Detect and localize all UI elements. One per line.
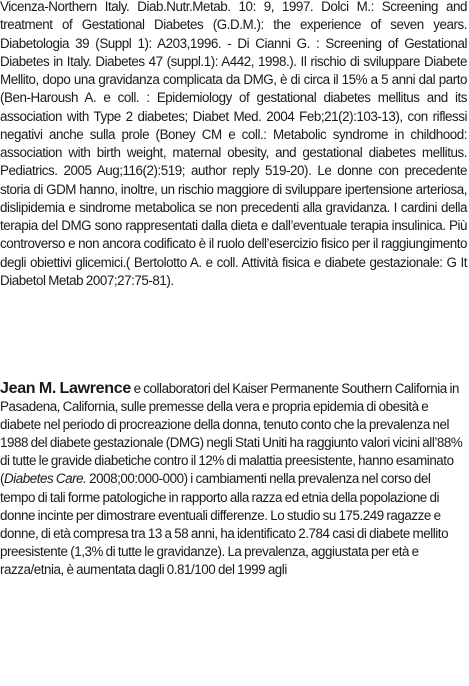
author-name: Jean M. Lawrence <box>0 380 131 397</box>
paragraph-text-part2: 2008;00:000-000) i cambiamenti nella prevalenza nel corso del tempo di tali forme patologiche in rapporto alla razza ed etnia della popolazione di donne incinte per dimostrare eventuali differenze. Lo studio su 175.249 ragazze e donne, di età compresa tra 13 a 58 anni, ha identificato 2.784 casi di diabete mellito preesistente (1,3% di tutte le gravidanze). La prevalenza, aggiustata per età e razza/etnia, è aumentata dagli 0.81/100 del 1999 agli <box>0 471 449 577</box>
paragraph-text-part1: e collaboratori del Kaiser Permanente Southern California in Pasadena, California, sulle premesse della vera e propria epidemia di obesità e diabete nel periodo di procreazione della donna, tenuto conto che la prevalenza nel 1988 del diabete gestazionale (DMG) negli Stati Uniti ha raggiunto valori vicini all’88% di tutte le gravide diabetiche contro il 12% di malattia preesistente, hanno esaminato ( <box>0 381 463 487</box>
paragraph-references: Vicenza-Northern Italy. Diab.Nutr.Metab. 10: 9, 1997. Dolci M.: Screening and treatment of Gestational Diabetes (G.D.M.): the experience of seven years. Diabetologia 39 (Suppl 1): A203,1996. - Di Cianni G. : Screening of Gestational Diabetes in Italy. Diabetes 47 (suppl.1): A442, 1998.). Il rischio di sviluppare Diabete Mellito, dopo una gravidanza complicata da DMG, è di circa il 15% a 5 anni dal parto (Ben-Haroush A. e coll. : Epidemiology of gestational diabetes mellitus and its association with Type 2 diabetes; Diabet Med. 2004 Feb;21(2):103-13), con riflessi negativi anche sulla prole (Boney CM e coll.: Metabolic syndrome in childhood: association with birth weight, maternal obesity, and gestational diabetes mellitus. Pediatrics. 2005 Aug;116(2):519; author reply 519-20). Le donne con precedente storia di GDM hanno, inoltre, un rischio maggiore di sviluppare ipertensione arteriosa, dislipidemia e sindrome metabolica se non precedenti alla gravidanza. I cardini della terapia del DMG sono rappresentati dalla dieta e dall’eventuale terapia insulinica. Più controverso e non ancora codificato è il ruolo dell’esercizio fisico per il raggiungimento degli obiettivi glicemici.( Bertolotto A. e coll. Attività fisica e diabete gestazionale: G It Diabetol Metab 2007;27:75-81). <box>0 0 467 288</box>
paragraph-lawrence-study <box>0 380 467 579</box>
journal-name: Diabetes Care. <box>4 471 87 487</box>
